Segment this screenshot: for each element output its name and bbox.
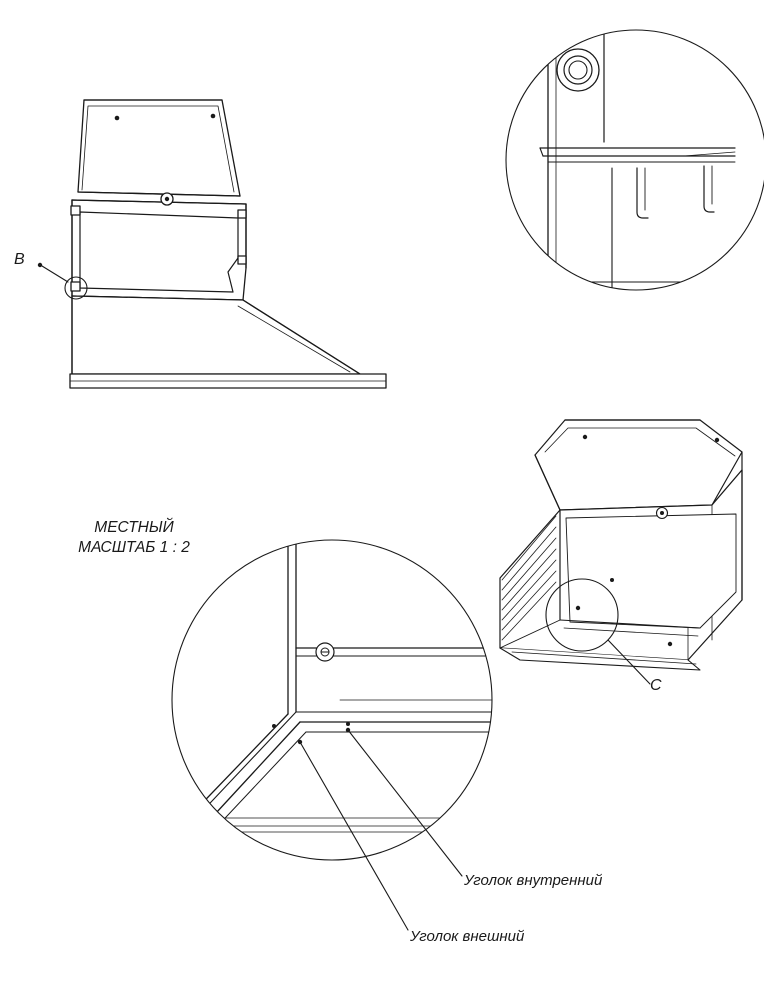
- side-elevation-view: [38, 100, 386, 388]
- isometric-view: [500, 420, 742, 684]
- scale-note-line2: МАСШТАБ 1 : 2: [78, 539, 190, 556]
- detail-marker-c-label: C: [650, 677, 662, 694]
- scale-note-line1: МЕСТНЫЙ: [94, 519, 174, 536]
- detail-view-b: [506, 20, 764, 292]
- callout-outer-angle: Уголок внешний: [410, 928, 525, 945]
- detail-marker-b-label: B: [14, 251, 25, 268]
- callout-inner-angle: Уголок внутренний: [464, 872, 603, 889]
- detail-view-scaled: [172, 540, 492, 930]
